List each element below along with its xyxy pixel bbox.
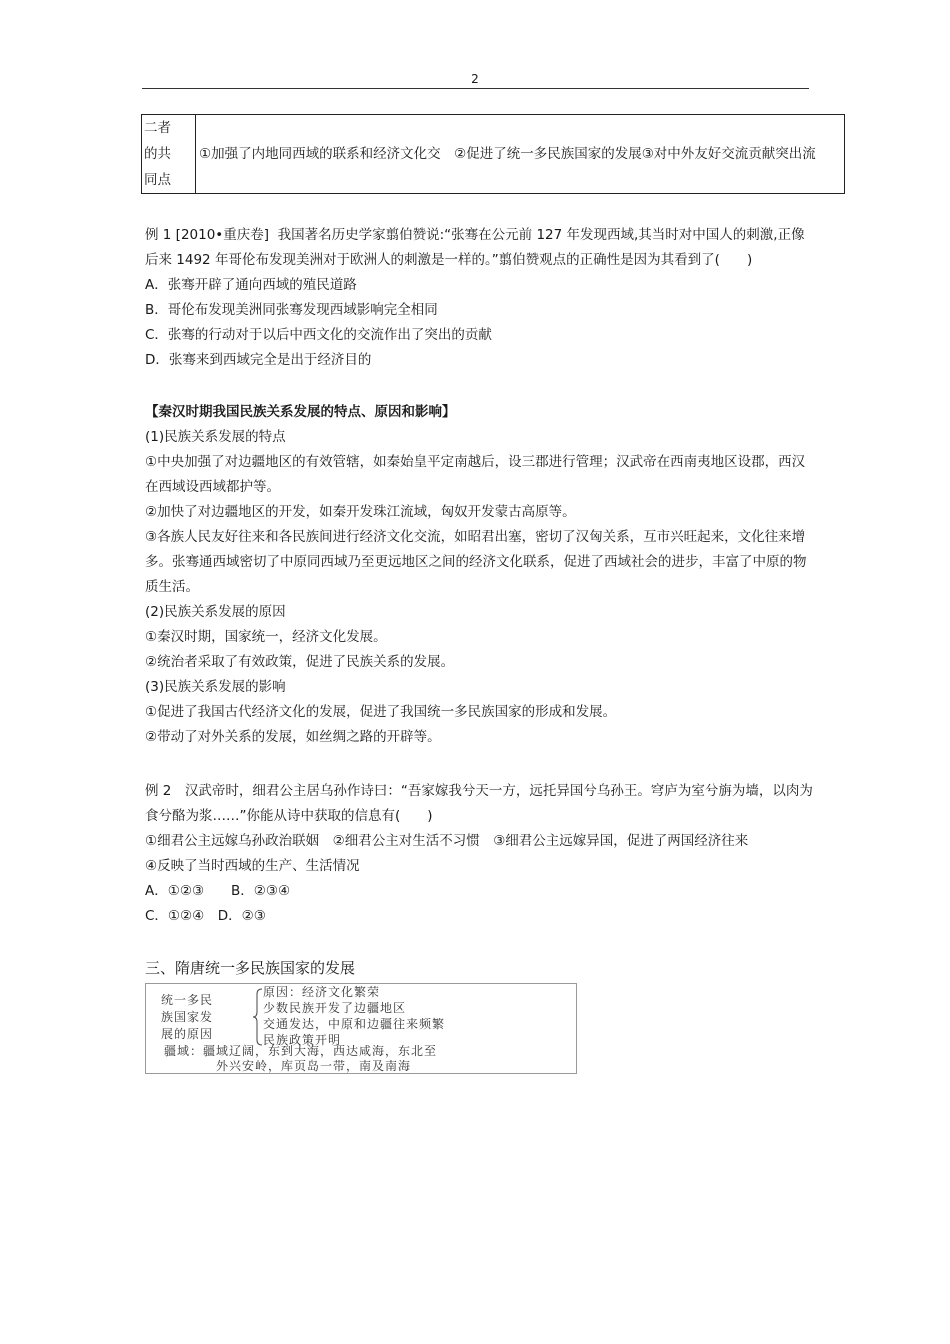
diagram-label-line: 展的原因 bbox=[161, 1027, 214, 1041]
qinhan-line: ①中央加强了对边疆地区的有效管辖，如秦始皇平定南越后，设三郡进行管理；汉武帝在西南夷地区设郡，西汉在西域设西域都护等。 bbox=[145, 454, 806, 495]
diagram-branch: 原因：经济文化繁荣 bbox=[263, 985, 381, 999]
example-2-question: 例 2 汉武帝时，细君公主居乌孙作诗曰：“吾家嫁我兮天一方，远托异国兮乌孙王。穹庐为室兮旃为墙，以肉为食兮酪为浆……”你能从诗中获取的信息有( ) bbox=[145, 783, 813, 824]
diagram-branch: 交通发达，中原和边疆往来频繁 bbox=[263, 1017, 446, 1031]
example-2 bbox=[145, 779, 817, 929]
diagram-label-line: 族国家发 bbox=[161, 1010, 214, 1024]
qinhan-line: ②加快了对边疆地区的开发，如秦开发珠江流域，匈奴开发蒙古高原等。 bbox=[145, 504, 576, 520]
qinhan-section bbox=[145, 400, 817, 750]
qinhan-line: ②统治者采取了有效政策，促进了民族关系的发展。 bbox=[145, 654, 455, 670]
example-2-line: ①细君公主远嫁乌孙政治联姻 ②细君公主对生活不习惯 ③细君公主远嫁异国，促进了两国经济往来 bbox=[145, 833, 749, 849]
comparison-table bbox=[141, 114, 845, 194]
qinhan-line: ①秦汉时期，国家统一，经济文化发展。 bbox=[145, 629, 387, 645]
qinhan-line: (2)民族关系发展的原因 bbox=[145, 604, 286, 620]
qinhan-line: ①促进了我国古代经济文化的发展，促进了我国统一多民族国家的形成和发展。 bbox=[145, 704, 617, 720]
example-1-option-d: D．张骞来到西域完全是出于经济目的 bbox=[145, 352, 372, 368]
table-label-cell bbox=[142, 115, 196, 194]
diagram-branch: 民族政策开明 bbox=[263, 1033, 342, 1047]
brace-icon bbox=[253, 988, 263, 1046]
table-label: 二者 的共 同点 bbox=[144, 120, 171, 188]
diagram-territory-line: 疆域：疆域辽阔，东到大海，西达咸海，东北至 bbox=[164, 1044, 438, 1058]
header-rule bbox=[142, 88, 809, 89]
diagram-territory-line: 外兴安岭，库页岛一带，南及南海 bbox=[216, 1059, 412, 1073]
table-row bbox=[142, 115, 845, 194]
table-content-cell bbox=[196, 115, 845, 194]
example-1-option-c: C．张骞的行动对于以后中西文化的交流作出了突出的贡献 bbox=[145, 327, 492, 343]
example-1-option-a: A．张骞开辟了通向西域的殖民道路 bbox=[145, 277, 357, 293]
example-2-line: C．①②④ D．②③ bbox=[145, 908, 266, 924]
diagram-label-line: 统一多民 bbox=[161, 993, 214, 1007]
qinhan-line: (3)民族关系发展的影响 bbox=[145, 679, 286, 695]
qinhan-line: (1)民族关系发展的特点 bbox=[145, 429, 286, 445]
example-1-question: 例 1 [2010•重庆卷] 我国著名历史学家翦伯赞说:“张骞在公元前 127 年发现西域,其当时对中国人的刺激,正像后来 1492 年哥伦布发现美洲对于欧洲人的刺激是一样的。”翦伯赞观点的正确性是因为其看到了( ) bbox=[145, 227, 805, 268]
table-content: ①加强了内地同西域的联系和经济文化交 ②促进了统一多民族国家的发展③对中外友好交流贡献突出流 bbox=[199, 146, 816, 162]
section-3-heading: 三、隋唐统一多民族国家的发展 bbox=[145, 959, 356, 977]
example-2-line: A．①②③ B．②③④ bbox=[145, 883, 291, 899]
page-number: 2 bbox=[471, 72, 479, 86]
example-2-line: ④反映了当时西域的生产、生活情况 bbox=[145, 858, 360, 874]
example-1-option-b: B．哥伦布发现美洲同张骞发现西域影响完全相同 bbox=[145, 302, 438, 318]
qinhan-line: ③各族人民友好往来和各民族间进行经济文化交流，如昭君出塞，密切了汉匈关系，互市兴旺起来，文化往来增多。张骞通西域密切了中原同西域乃至更远地区之间的经济文化联系，促进了西域社会的进步，丰富了中原的物质生活。 bbox=[145, 529, 807, 595]
causes-diagram bbox=[145, 983, 577, 1074]
qinhan-title: 【秦汉时期我国民族关系发展的特点、原因和影响】 bbox=[145, 404, 456, 420]
example-1 bbox=[145, 223, 817, 373]
qinhan-line: ②带动了对外关系的发展，如丝绸之路的开辟等。 bbox=[145, 729, 441, 745]
diagram-branch: 少数民族开发了边疆地区 bbox=[263, 1001, 407, 1015]
